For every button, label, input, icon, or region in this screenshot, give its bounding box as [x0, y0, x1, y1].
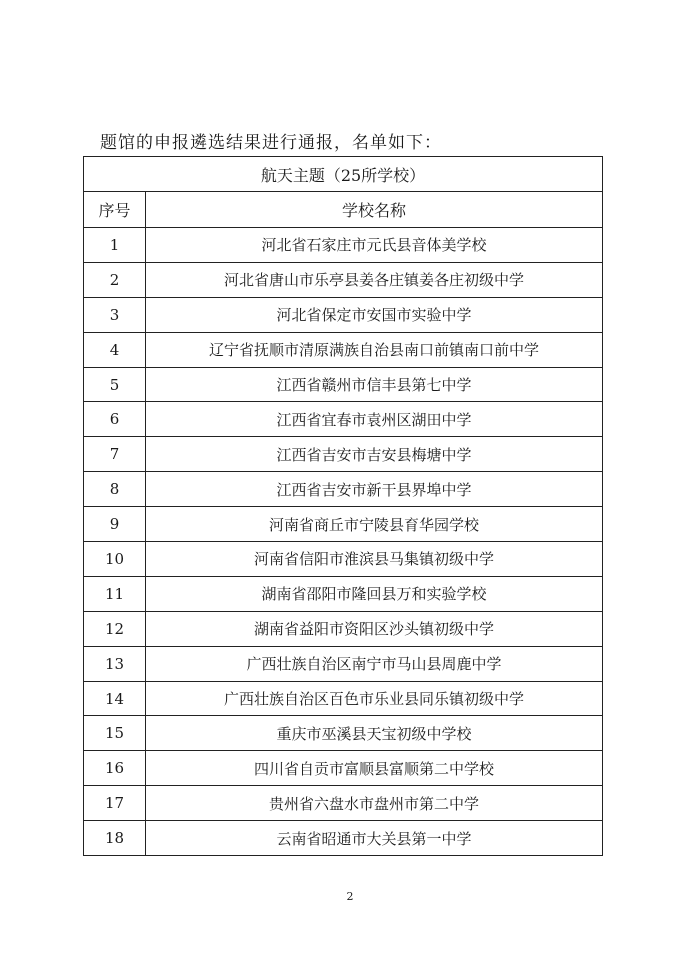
row-number: 9 — [84, 507, 146, 542]
row-number: 11 — [84, 576, 146, 611]
school-name: 江西省吉安市吉安县梅塘中学 — [146, 437, 603, 472]
table-row — [84, 821, 603, 856]
school-name: 江西省赣州市信丰县第七中学 — [146, 367, 603, 402]
table-row — [84, 332, 603, 367]
table-row — [84, 472, 603, 507]
school-name: 广西壮族自治区南宁市马山县周鹿中学 — [146, 646, 603, 681]
header-number: 序号 — [84, 192, 146, 228]
school-name: 云南省昭通市大关县第一中学 — [146, 821, 603, 856]
row-number: 2 — [84, 262, 146, 297]
school-name: 湖南省邵阳市隆回县万和实验学校 — [146, 576, 603, 611]
school-name: 河北省保定市安国市实验中学 — [146, 297, 603, 332]
table-row — [84, 367, 603, 402]
table-row — [84, 507, 603, 542]
school-list-table — [83, 156, 603, 856]
school-name: 广西壮族自治区百色市乐业县同乐镇初级中学 — [146, 681, 603, 716]
row-number: 18 — [84, 821, 146, 856]
table-row — [84, 786, 603, 821]
school-name: 河北省唐山市乐亭县姜各庄镇姜各庄初级中学 — [146, 262, 603, 297]
page-number: 2 — [346, 890, 354, 903]
school-name: 四川省自贡市富顺县富顺第二中学校 — [146, 751, 603, 786]
school-name: 湖南省益阳市资阳区沙头镇初级中学 — [146, 611, 603, 646]
row-number: 1 — [84, 228, 146, 263]
school-name: 重庆市巫溪县天宝初级中学校 — [146, 716, 603, 751]
table-header-row — [84, 192, 603, 228]
row-number: 6 — [84, 402, 146, 437]
school-name: 江西省宜春市袁州区湖田中学 — [146, 402, 603, 437]
row-number: 4 — [84, 332, 146, 367]
row-number: 3 — [84, 297, 146, 332]
row-number: 17 — [84, 786, 146, 821]
row-number: 15 — [84, 716, 146, 751]
row-number: 16 — [84, 751, 146, 786]
school-name: 贵州省六盘水市盘州市第二中学 — [146, 786, 603, 821]
row-number: 13 — [84, 646, 146, 681]
table-row — [84, 716, 603, 751]
table-row — [84, 681, 603, 716]
table-title: 航天主题（25所学校） — [84, 157, 603, 192]
table-row — [84, 751, 603, 786]
table-title-row — [84, 157, 603, 192]
row-number: 8 — [84, 472, 146, 507]
school-name: 辽宁省抚顺市清原满族自治县南口前镇南口前中学 — [146, 332, 603, 367]
header-school-name: 学校名称 — [146, 192, 603, 228]
school-name: 河南省信阳市淮滨县马集镇初级中学 — [146, 542, 603, 577]
table-row — [84, 228, 603, 263]
row-number: 14 — [84, 681, 146, 716]
row-number: 7 — [84, 437, 146, 472]
table-row — [84, 542, 603, 577]
table-row — [84, 297, 603, 332]
row-number: 12 — [84, 611, 146, 646]
table-row — [84, 402, 603, 437]
row-number: 5 — [84, 367, 146, 402]
table-row — [84, 437, 603, 472]
school-name: 江西省吉安市新干县界埠中学 — [146, 472, 603, 507]
table-row — [84, 611, 603, 646]
school-name: 河南省商丘市宁陵县育华园学校 — [146, 507, 603, 542]
table-row — [84, 646, 603, 681]
school-name: 河北省石家庄市元氏县音体美学校 — [146, 228, 603, 263]
table-row — [84, 262, 603, 297]
intro-text: 题馆的申报遴选结果进行通报，名单如下： — [100, 133, 442, 153]
table-row — [84, 576, 603, 611]
row-number: 10 — [84, 542, 146, 577]
